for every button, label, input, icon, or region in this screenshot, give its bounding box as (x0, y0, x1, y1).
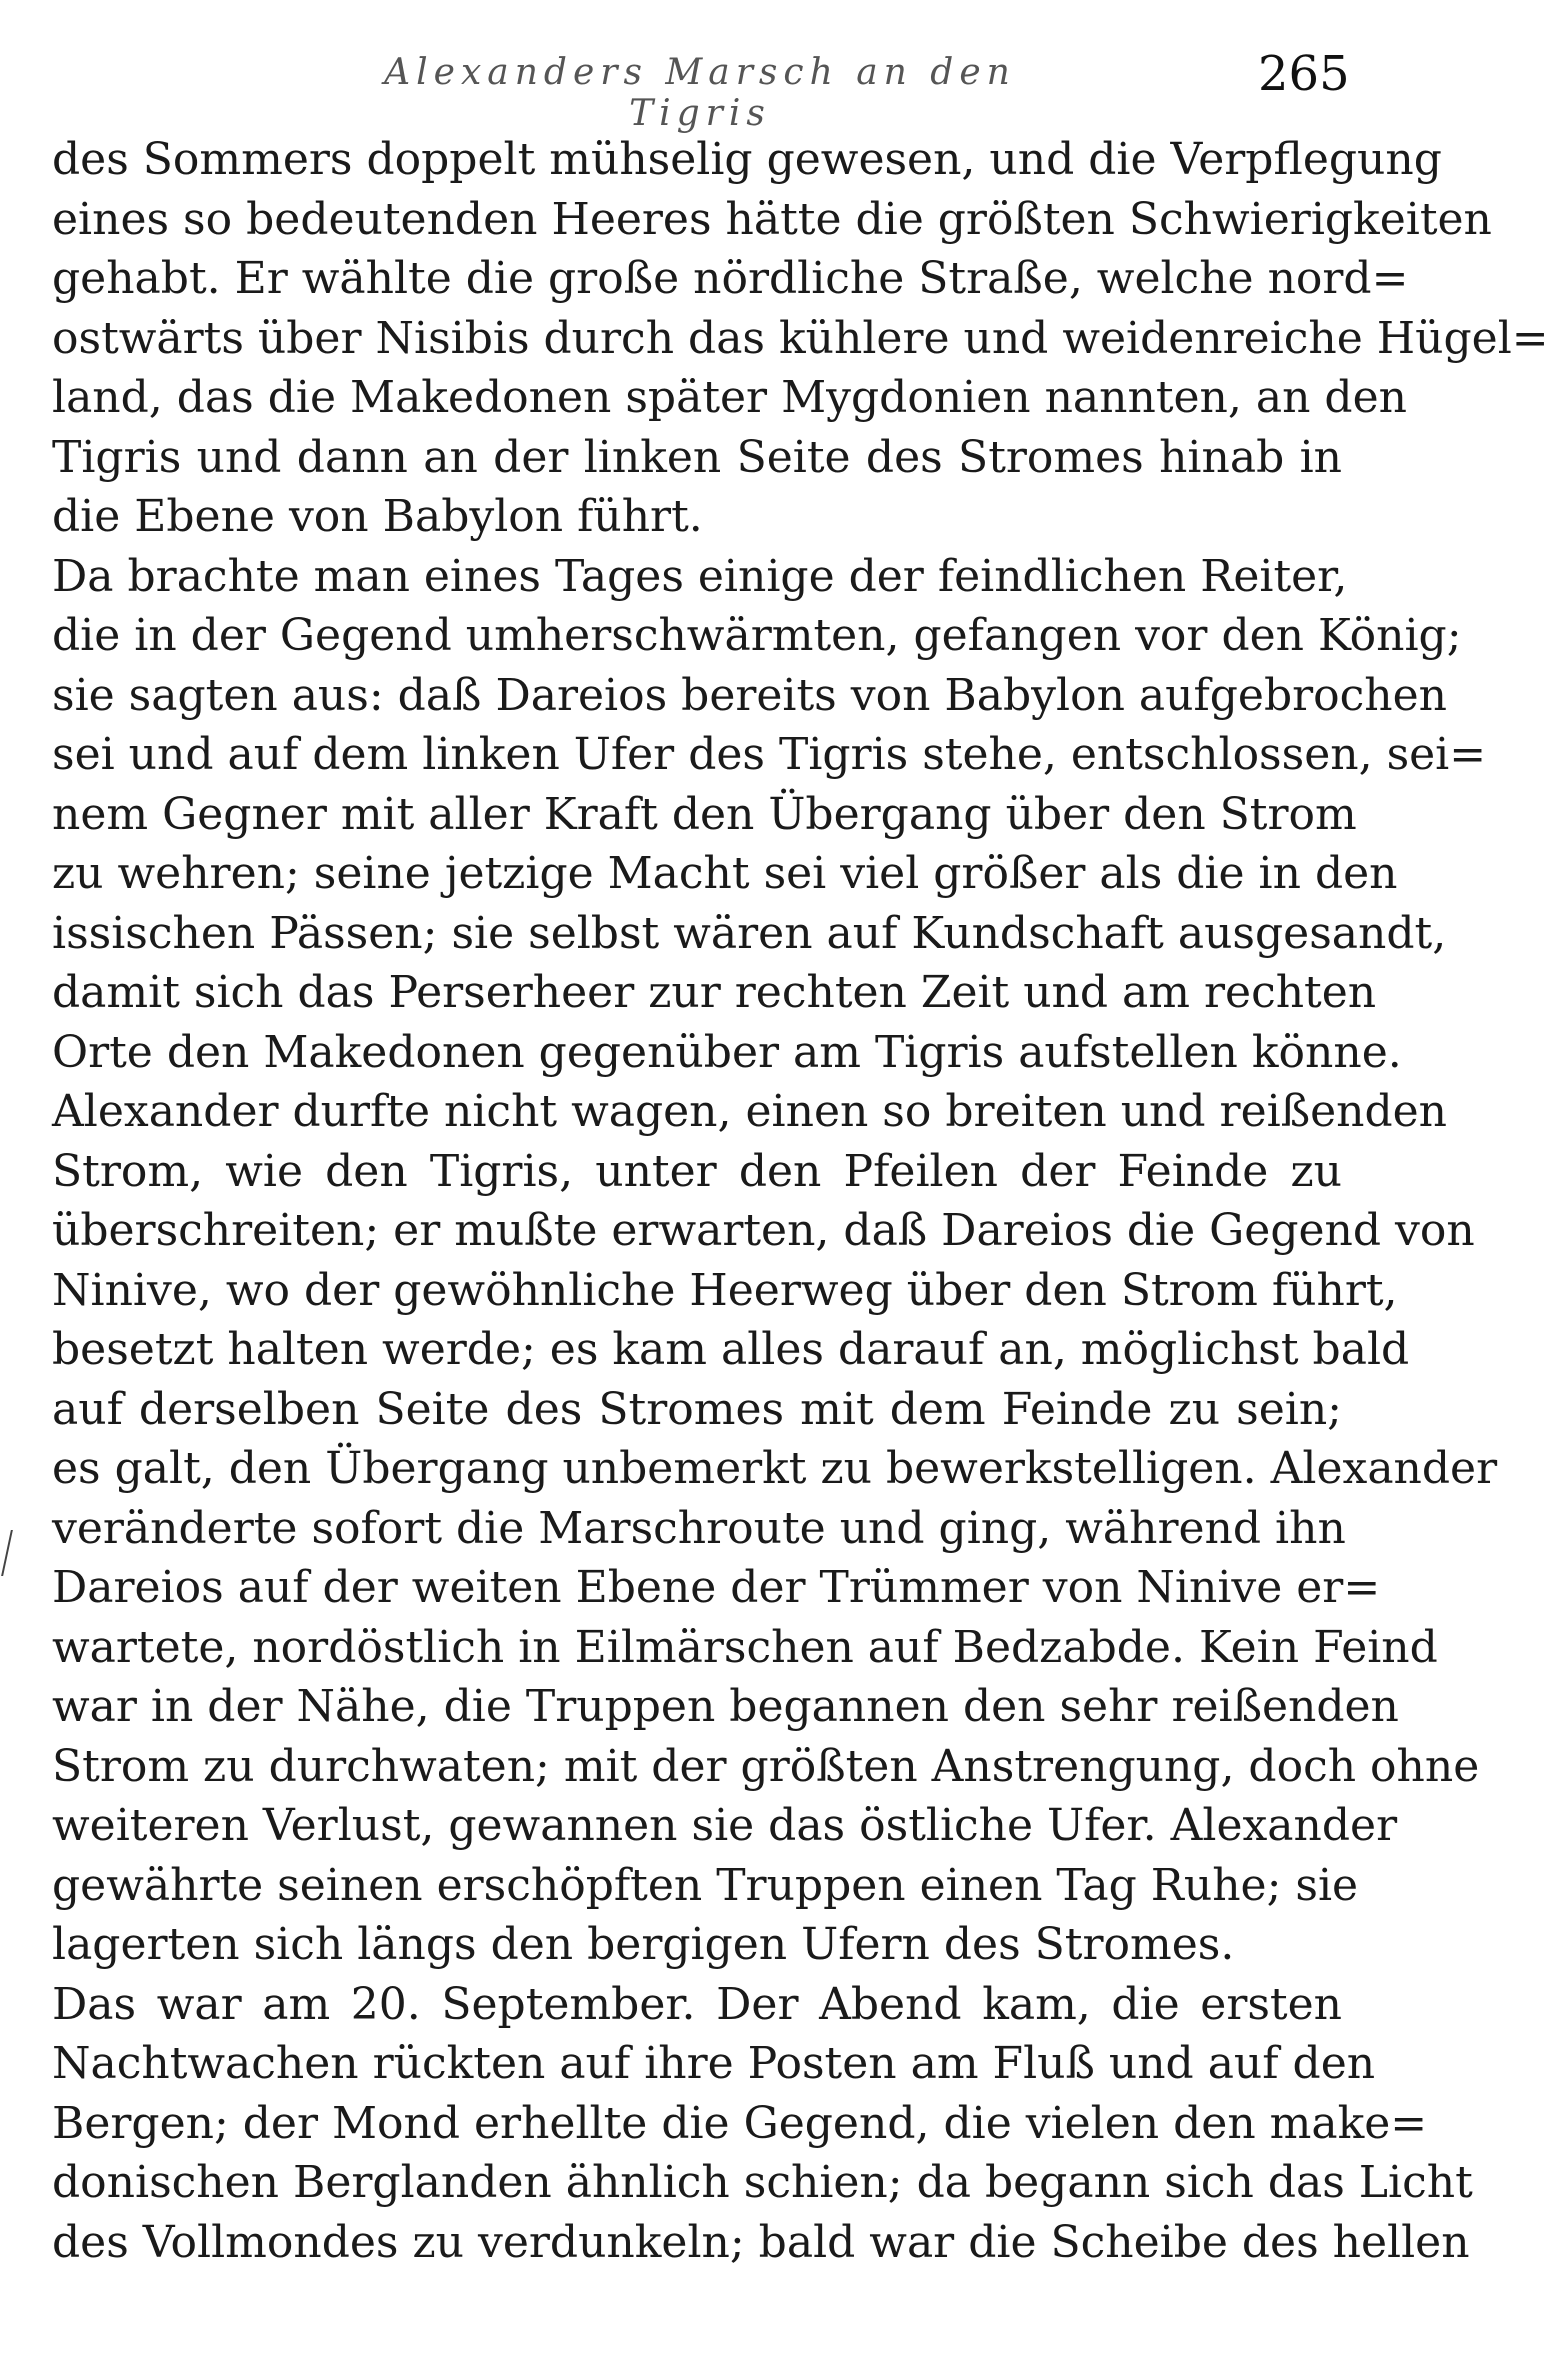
paragraph (52, 1975, 1473, 2273)
running-header (0, 42, 1399, 134)
text-line: Strom zu durchwaten; mit der größten Anstrengung, doch ohne (52, 1740, 1480, 1792)
text-line: Tigris und dann an der linken Seite des Stromes hinab in (52, 431, 1342, 483)
paragraph (52, 1082, 1498, 1975)
text-line: Da brachte man eines Tages einige der feindlichen Reiter, (52, 550, 1348, 602)
text-line: Alexander durfte nicht wagen, einen so breiten und reißenden (52, 1086, 1448, 1137)
text-line: sie sagten aus: daß Dareios bereits von Babylon aufgebrochen (52, 669, 1448, 721)
text-line: issischen Pässen; sie selbst wären auf Kundschaft ausgesandt, (52, 907, 1447, 959)
text-line: wartete, nordöstlich in Eilmärschen auf Bedzabde. Kein Feind (52, 1621, 1438, 1673)
text-line: die in der Gegend umherschwärmten, gefangen vor den König; (52, 610, 1462, 661)
body-text (52, 130, 1549, 2272)
text-line: damit sich das Perserheer zur rechten Zeit und am rechten (52, 967, 1377, 1018)
paragraph (52, 547, 1487, 1083)
text-line: Dareios auf der weiten Ebene der Trümmer von Ninive er= (52, 1562, 1381, 1613)
text-line: weiteren Verlust, gewannen sie das östliche Ufer. Alexander (52, 1800, 1398, 1851)
text-line: land, das die Makedonen später Mygdonien nannten, an den (52, 372, 1407, 423)
text-line: zu wehren; seine jetzige Macht sei viel größer als die in den (52, 848, 1398, 899)
text-line: lagerten sich längs den bergigen Ufern des Stromes. (52, 1919, 1235, 1970)
text-line: war in der Nähe, die Truppen begannen den sehr reißenden (52, 1681, 1399, 1732)
text-line: Ninive, wo der gewöhnliche Heerweg über den Strom führt, (52, 1264, 1398, 1316)
text-line: ostwärts über Nisibis durch das kühlere und weidenreiche Hügel= (52, 312, 1549, 364)
text-line: des Vollmondes zu verdunkeln; bald war die Scheibe des hellen (52, 2216, 1470, 2268)
page-number: 265 (1258, 46, 1350, 102)
text-line: Das war am 20. September. Der Abend kam, die ersten (52, 1978, 1342, 2030)
margin-pencil-mark (1, 1530, 17, 1576)
text-line: gehabt. Er wählte die große nördliche Straße, welche nord= (52, 253, 1409, 304)
text-line: nem Gegner mit aller Kraft den Übergang über den Strom (52, 788, 1357, 840)
text-line: Orte den Makedonen gegenüber am Tigris aufstellen könne. (52, 1026, 1402, 1078)
text-line: es galt, den Übergang unbemerkt zu bewerkstelligen. Alexander (52, 1443, 1498, 1494)
text-line: Nachtwachen rückten auf ihre Posten am Fluß und auf den (52, 2038, 1376, 2089)
text-line: überschreiten; er mußte erwarten, daß Dareios die Gegend von (52, 1205, 1475, 1256)
text-line: Bergen; der Mond erhellte die Gegend, die vielen den make= (52, 2097, 1428, 2149)
text-line: veränderte sofort die Marschroute und ging, während ihn (52, 1502, 1346, 1554)
text-line: auf derselben Seite des Stromes mit dem Feinde zu sein; (52, 1383, 1342, 1435)
text-line: die Ebene von Babylon führt. (52, 491, 703, 542)
text-line: Strom, wie den Tigris, unter den Pfeilen der Feinde zu (52, 1145, 1342, 1197)
running-title: Alexanders Marsch an den Tigris (384, 52, 1016, 134)
text-line: sei und auf dem linken Ufer des Tigris stehe, entschlossen, sei= (52, 729, 1487, 780)
text-line: des Sommers doppelt mühselig gewesen, und die Verpflegung (52, 134, 1442, 185)
text-line: donischen Berglanden ähnlich schien; da begann sich das Licht (52, 2157, 1473, 2208)
text-line: gewährte seinen erschöpften Truppen einen Tag Ruhe; sie (52, 1859, 1359, 1911)
text-line: besetzt halten werde; es kam alles darauf an, möglichst bald (52, 1324, 1410, 1375)
text-line: eines so bedeutenden Heeres hätte die größten Schwierigkeiten (52, 193, 1492, 245)
paragraph (52, 130, 1549, 547)
